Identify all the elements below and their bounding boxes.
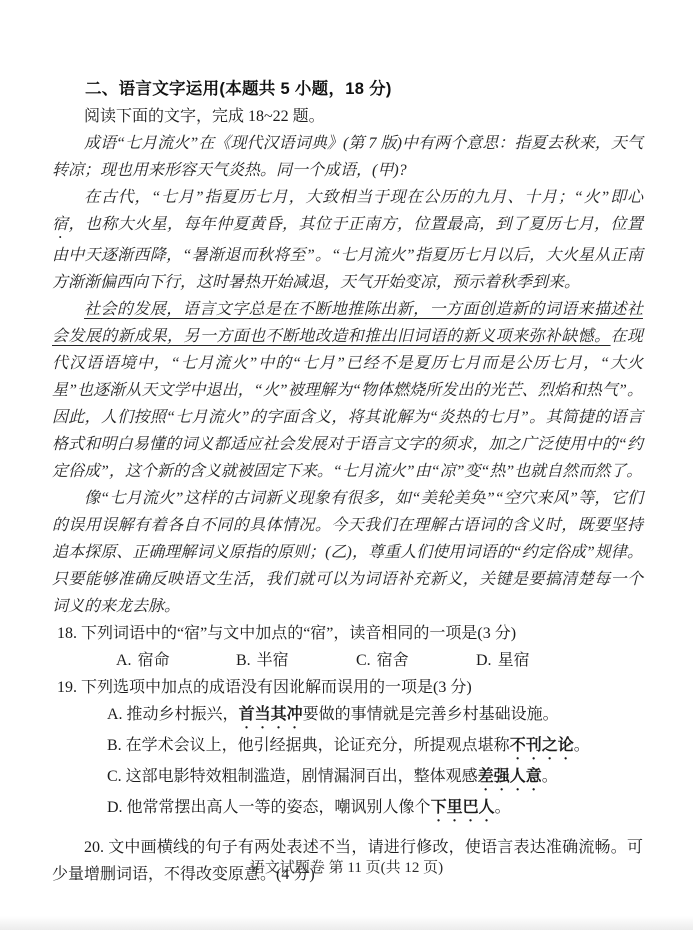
q18-option-d [476,647,530,674]
q19-option-c-idiom: 差强人意 [477,768,542,785]
q19-option-c-post: 。 [541,768,558,785]
q18-option-c-text: 宿舍 [376,652,409,669]
para2-text-before: 在古代，“七月”指夏历七月，大致相当于现在公历的九月、十月；“火”即心 [84,189,643,206]
para2-dotted-char: 宿 [52,216,69,233]
para2-text-after: ，也称大火星，每年仲夏黄昏，其位于正南方，位置最高，到了夏历七月，位置由中天逐渐西降，“暑渐退而秋将至”。“七月流火”指夏历七月以后，大火星从正南方渐渐偏西向下行，这时暑热开始减退，天气开始变凉，预示着秋季到来。 [52,216,643,291]
reading-instruction: 阅读下面的文字，完成 18~22 题。 [84,108,325,125]
page-footer-text: 语文试题卷 第 11 页(共 12 页) [249,860,444,876]
q19-option-d-idiom: 下里巴人 [430,799,495,816]
q19-option-a-post: 要做的事情就是完善乡村基础设施。 [302,706,559,723]
q18-option-a-text: 宿命 [137,652,170,669]
q18-option-b-text: 半宿 [256,652,289,669]
q19-option-a [52,701,643,732]
q19-option-c [52,763,643,794]
passage-paragraph-3 [52,296,643,485]
question-19-stem: 19. 下列选项中加点的成语没有因讹解而误用的一项是(3 分) [57,679,472,696]
q18-option-d-text: 星宿 [497,652,530,669]
exam-content [52,76,643,888]
question-20-stem: 20. 文中画横线的句子有两处表述不当，请进行修改，使语言表达准确流畅。可少量增删词语，不得改变原意。(4 分) [52,839,643,883]
q18-option-a [116,647,236,674]
q19-option-d-pre: D. 他常常摆出高人一等的姿态，嘲讽别人像个 [107,799,431,816]
q19-option-c-pre: C. 这部电影特效粗制滥造，剧情漏洞百出，整体观感 [107,768,478,785]
q19-option-b-idiom: 不刊之论 [509,737,574,754]
passage-paragraph-2 [52,184,643,296]
q19-option-b-post: 。 [573,737,590,754]
question-18-stem: 18. 下列词语中的“宿”与文中加点的“宿”，读音相同的一项是(3 分) [57,625,517,642]
q18-option-d-label: D. [476,652,492,669]
para3-rest-text: 在现代汉语语境中，“七月流火”中的“七月”已经不是夏历七月而是公历七月，“大火星”也逐渐从天文学中退出，“火”被理解为“物体燃烧所发出的光芒、烈焰和热气”。因此，人们按照“七月流火”的字面含义，将其讹解为“炎热的七月”。其简捷的语言格式和明白易懂的词义都适应社会发展对于语言文字的须求，加之广泛使用中的“约定俗成”，这个新的含义就被固定下来。“七月流火”由“凉”变“热”也就自然而然了。 [52,328,643,480]
q19-option-d-post: 。 [494,799,511,816]
passage-paragraph-1: 成语“七月流火”在《现代汉语词典》(第 7 版)中有两个意思：指夏去秋来，天气转凉；现也用来形容天气炎热。同一个成语，(甲)? [52,135,643,179]
q18-option-c-label: C. [356,652,371,669]
q19-option-a-pre: A. 推动乡村振兴， [107,706,239,723]
q19-option-b [52,732,643,763]
q19-option-d [52,794,643,825]
q19-option-a-idiom: 首当其冲 [238,706,303,723]
para3-underlined-sentence: 社会的发展，语言文字总是在不断地推陈出新，一方面创造新的词语来描述社会发展的新成果，另一方面也不断地改造和推出旧词语的新义项来弥补缺憾。 [52,301,643,345]
q18-option-c [356,647,476,674]
q18-option-b-label: B. [236,652,251,669]
q19-option-b-pre: B. 在学术会议上，他引经据典，论证充分，所提观点堪称 [107,737,510,754]
page-footer [0,856,693,877]
passage-paragraph-4: 像“七月流火”这样的古词新义现象有很多，如“美轮美奂”“空穴来风”等，它们的误用误解有着各自不同的具体情况。今天我们在理解古语词的含义时，既要坚持追本探原、正确理解词义原指的原则；(乙)，尊重人们使用词语的“约定俗成”规律。只要能够准确反映语文生活，我们就可以为词语补充新义，关键是要搞清楚每一个词义的来龙去脉。 [52,490,643,615]
section-heading: 二、语言文字运用(本题共 5 小题，18 分) [85,80,392,98]
q18-option-a-label: A. [116,652,132,669]
q18-option-b [236,647,356,674]
question-18-options [52,647,643,674]
